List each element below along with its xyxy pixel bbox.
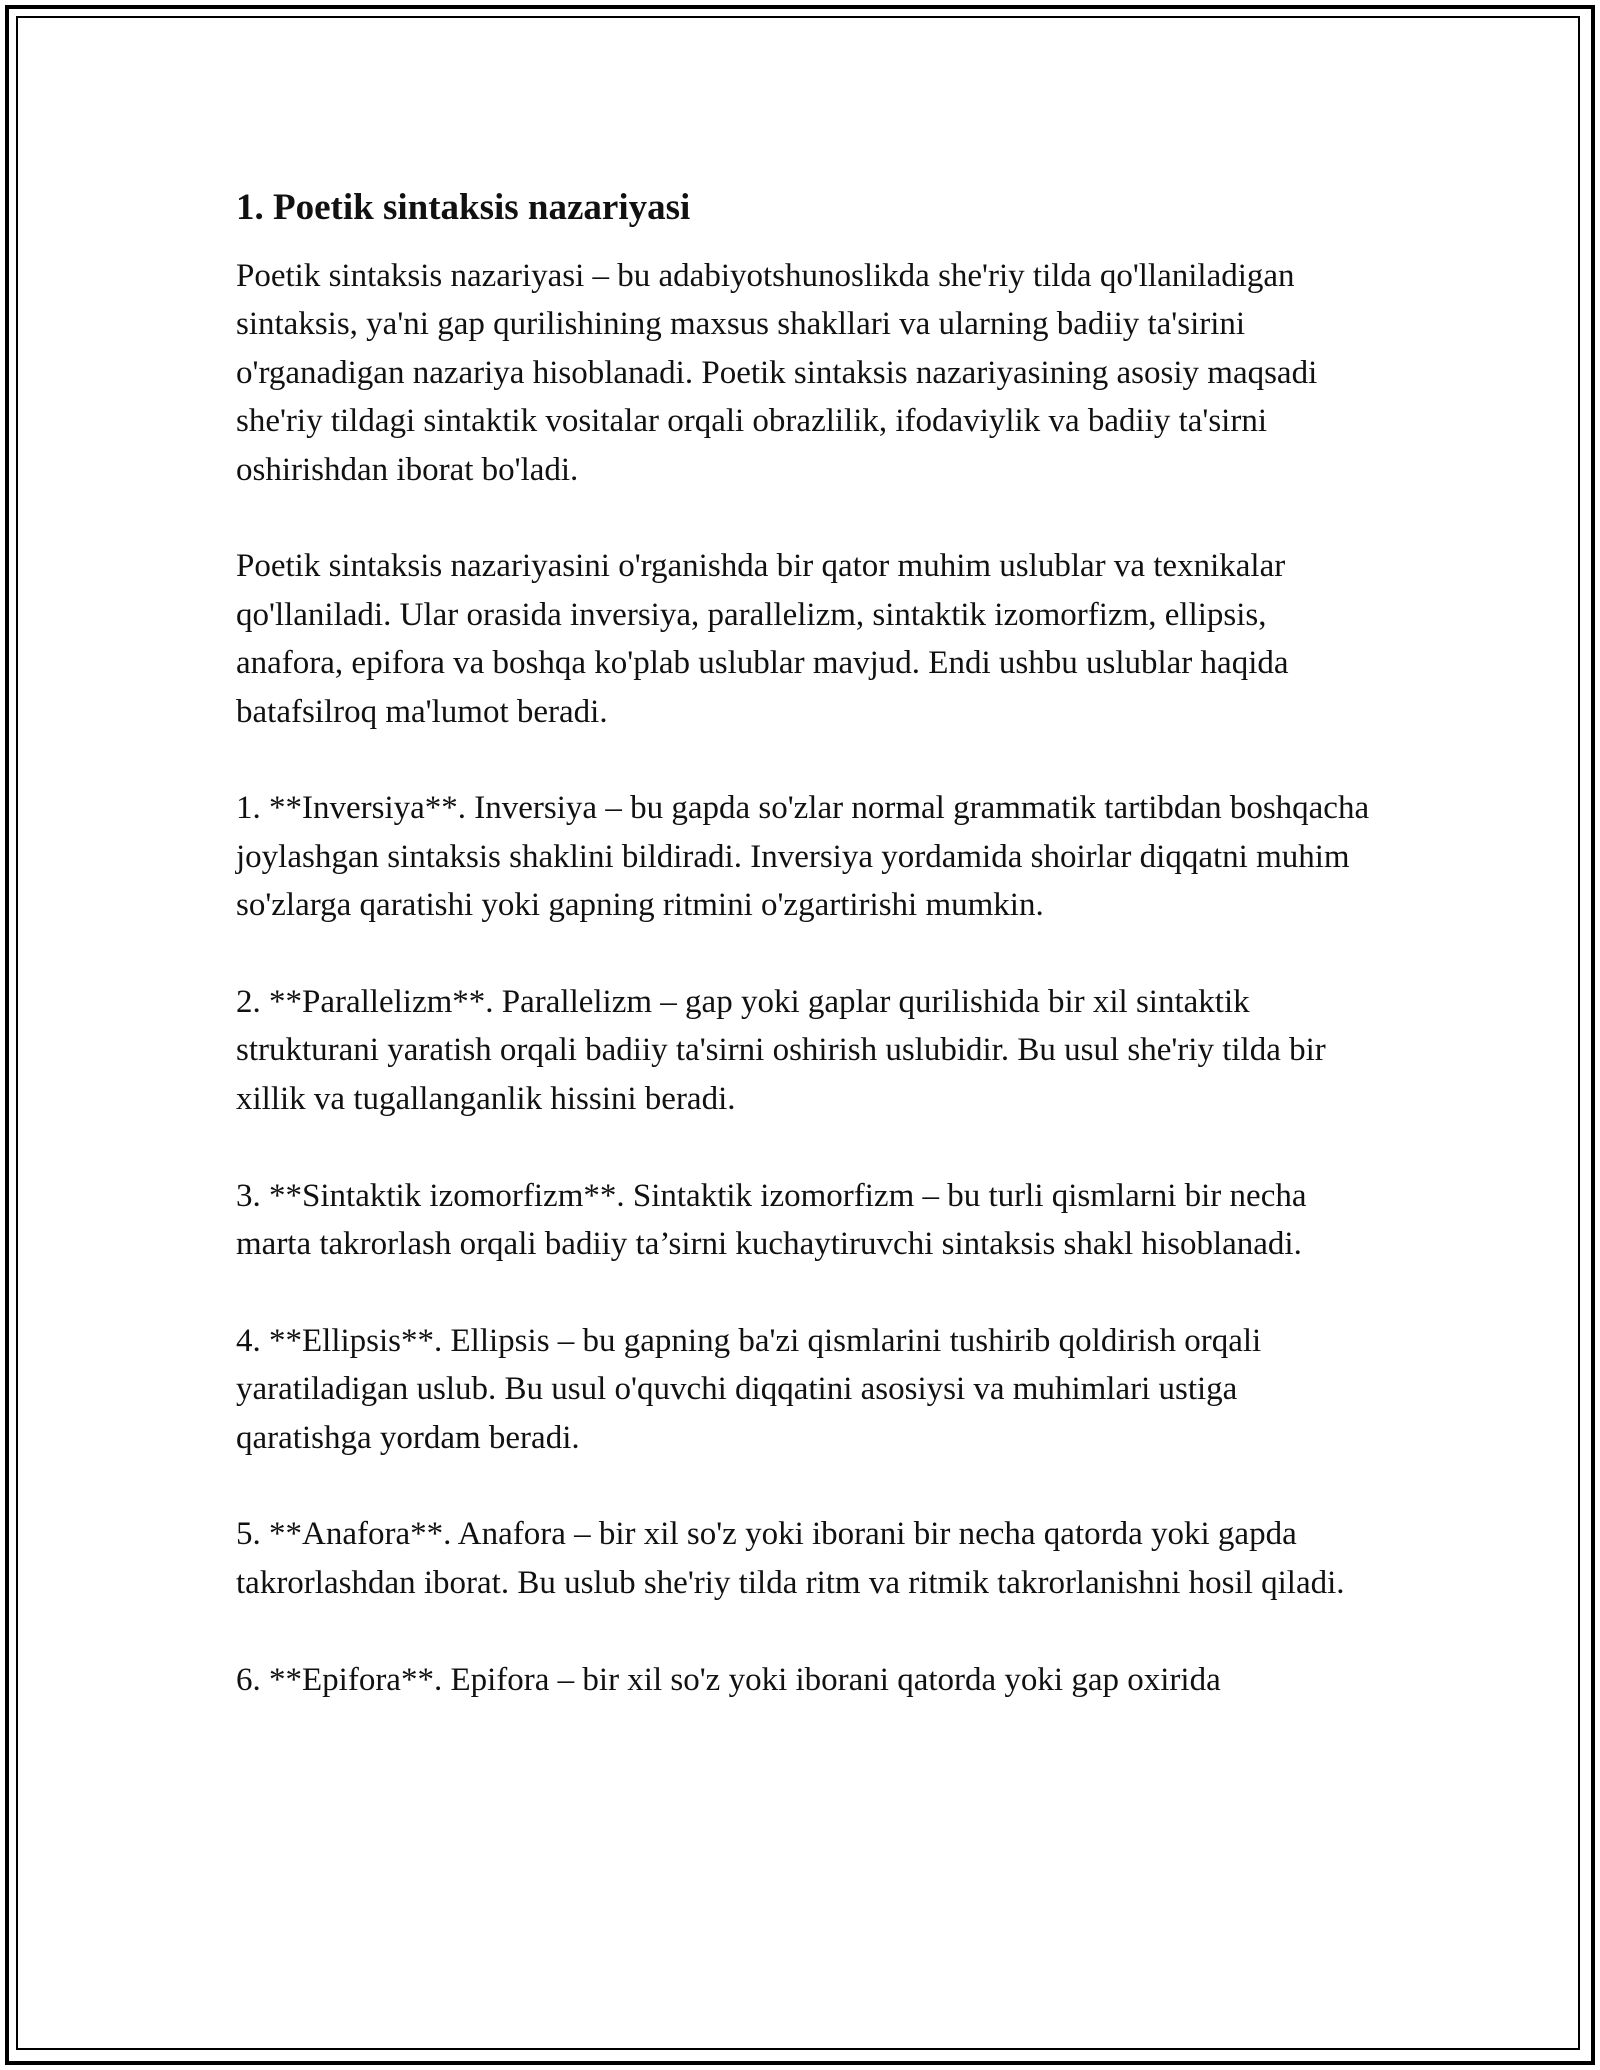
paragraph-techniques: Poetik sintaksis nazariyasini o'rganishda bir qator muhim uslublar va texnikalar qo'llaniladi. Ular orasida inversiya, parallelizm, sintaktik izomorfizm, ellipsis, anafora, epifora va boshqa ko'plab uslublar mavjud. Endi ushbu uslublar haqida batafsilroq ma'lumot beradi. xyxy=(236,548,1289,730)
paragraph-ellipsis: 4. **Ellipsis**. Ellipsis – bu gapning ba'zi qismlarini tushirib qoldirish orqali yaratiladigan uslub. Bu usul o'quvchi diqqatini asosiysi va muhimlari ustiga qaratishga yordam beradi. xyxy=(236,1322,1262,1456)
paragraph-intro: Poetik sintaksis nazariyasi – bu adabiyotshunoslikda she'riy tilda qo'llaniladigan sintaksis, ya'ni gap qurilishining maxsus shakllari va ularning badiiy ta'sirini o'rganadigan nazariya hisoblanadi. Poetik sintaksis nazariyasining asosiy maqsadi she'riy tildagi sintaktik vositalar orqali obrazlilik, ifodaviylik va badiiy ta'sirni oshirishdan iborat bo'ladi. xyxy=(236,258,1318,488)
paragraph-sintaktik-izomorfizm: 3. **Sintaktik izomorfizm**. Sintaktik izomorfizm – bu turli qismlarni bir necha marta takrorlash orqali badiiy ta’sirni kuchaytiruvchi sintaksis shakl hisoblanadi. xyxy=(236,1177,1307,1263)
paragraph-inversiya: 1. **Inversiya**. Inversiya – bu gapda so'zlar normal grammatik tartibdan boshqacha joylashgan sintaksis shaklini bildiradi. Inversiya yordamida shoirlar diqqatni muhim so'zlarga qaratishi yoki gapning ritmini o'zgartirishi mumkin. xyxy=(236,790,1370,924)
paragraph-anafora: 5. **Anafora**. Anafora – bir xil so'z yoki iborani bir necha qatorda yoki gapda takrorlashdan iborat. Bu uslub she'riy tilda ritm va ritmik takrorlanishni hosil qiladi. xyxy=(236,1516,1345,1601)
section-heading: 1. Poetik sintaksis nazariyasi xyxy=(236,187,691,228)
paragraph-epifora: 6. **Epifora**. Epifora – bir xil so'z yoki iborani qatorda yoki gap oxirida xyxy=(236,1661,1221,1698)
paragraph-parallelizm: 2. **Parallelizm**. Parallelizm – gap yoki gaplar qurilishida bir xil sintaktik strukturani yaratish orqali badiiy ta'sirni oshirish uslubidir. Bu usul she'riy tilda bir xillik va tugallanganlik hissini beradi. xyxy=(236,984,1326,1117)
document-body xyxy=(236,184,1376,1752)
